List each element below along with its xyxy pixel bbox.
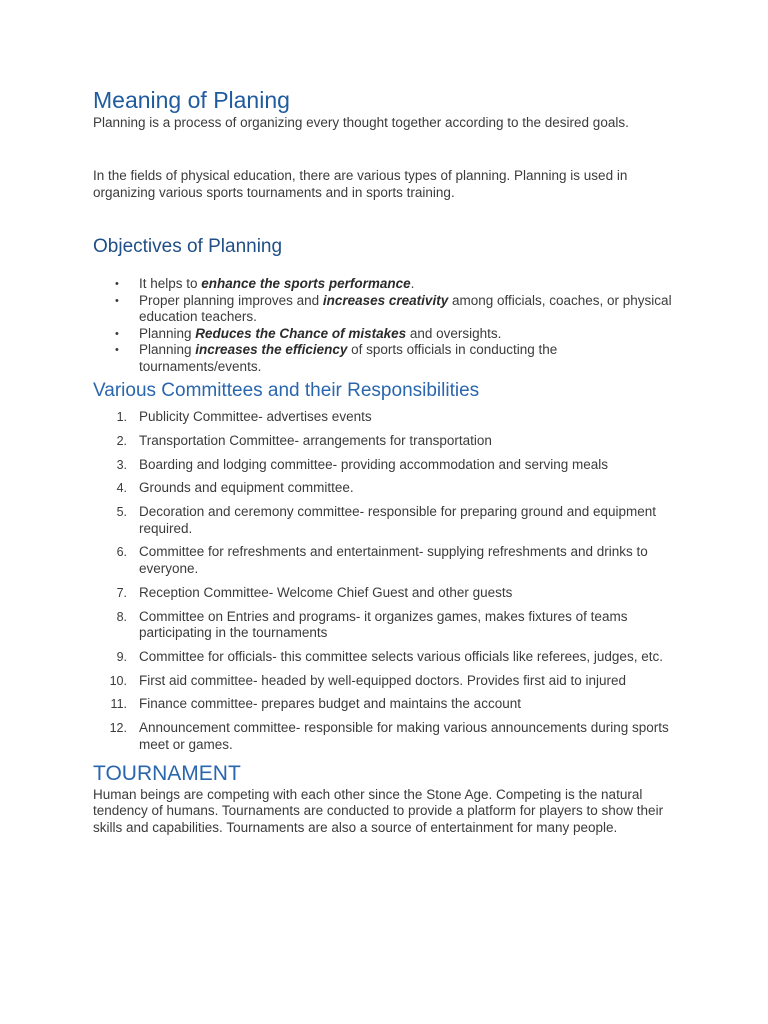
list-item bbox=[93, 326, 683, 343]
objective-emphasis: increases the efficiency bbox=[195, 342, 348, 357]
list-item bbox=[93, 673, 683, 690]
objective-text: Proper planning improves and bbox=[139, 292, 323, 308]
objective-text: Planning bbox=[139, 342, 196, 357]
committee-text: Reception Committee- Welcome Chief Guest and other guests bbox=[139, 584, 513, 600]
bullet-icon: • bbox=[115, 344, 119, 356]
objective-text: Planning bbox=[139, 325, 196, 341]
list-number: 5. bbox=[116, 505, 127, 520]
objective-text: of sports officials in conducting the tournaments/events. bbox=[139, 342, 558, 374]
committee-text: Boarding and lodging committee- providing accommodation and serving meals bbox=[139, 456, 609, 472]
objective-text: among officials, coaches, or physical education teachers. bbox=[139, 292, 672, 324]
list-number: 7. bbox=[116, 585, 127, 600]
objective-text: . bbox=[410, 276, 415, 291]
list-item bbox=[93, 696, 683, 713]
committee-text: Decoration and ceremony committee- responsible for preparing ground and equipment required. bbox=[139, 504, 657, 536]
list-number: 6. bbox=[116, 545, 127, 560]
list-item bbox=[93, 409, 683, 426]
committee-text: Committee for officials- this committee selects various officials like referees, judges, etc. bbox=[139, 648, 663, 664]
objective-emphasis: enhance the sports performance bbox=[201, 276, 411, 291]
list-number: 2. bbox=[116, 433, 127, 448]
list-item bbox=[93, 293, 683, 326]
meaning-heading: Meaning of Planing bbox=[93, 87, 290, 113]
list-number: 4. bbox=[116, 481, 127, 496]
list-item bbox=[93, 649, 683, 666]
list-item bbox=[93, 276, 683, 293]
committees-list bbox=[93, 409, 683, 753]
bullet-icon: • bbox=[115, 278, 119, 290]
list-number: 8. bbox=[116, 609, 127, 624]
tournament-heading: TOURNAMENT bbox=[93, 761, 241, 785]
bullet-icon: • bbox=[115, 327, 119, 340]
objectives-list bbox=[93, 276, 683, 375]
objectives-heading: Objectives of Planning bbox=[93, 236, 283, 257]
committee-text: Committee on Entries and programs- it organizes games, makes fixtures of teams participating in the tournaments bbox=[139, 608, 628, 641]
committee-text: Finance committee- prepares budget and maintains the account bbox=[139, 696, 521, 712]
committee-text: Publicity Committee- advertises events bbox=[139, 409, 372, 424]
committee-text: First aid committee- headed by well-equipped doctors. Provides first aid to injured bbox=[139, 672, 626, 688]
meaning-context: In the fields of physical education, there are various types of planning. Planning is used in organizing various sports tournaments and in sports training. bbox=[93, 168, 628, 200]
meaning-definition: Planning is a process of organizing every thought together according to the desired goals. bbox=[93, 115, 629, 130]
list-number: 9. bbox=[116, 649, 127, 664]
list-item bbox=[93, 585, 683, 602]
list-number: 11. bbox=[110, 697, 127, 712]
list-number: 3. bbox=[116, 457, 127, 472]
objective-emphasis: Reduces the Chance of mistakes bbox=[195, 325, 407, 341]
document-page bbox=[93, 86, 683, 837]
objective-text: It helps to bbox=[139, 276, 202, 291]
committees-heading: Various Committees and their Responsibilities bbox=[93, 380, 480, 401]
list-item bbox=[93, 504, 683, 537]
committee-text: Transportation Committee- arrangements for transportation bbox=[139, 432, 492, 448]
list-item bbox=[93, 544, 683, 577]
committee-text: Grounds and equipment committee. bbox=[139, 480, 354, 496]
objective-text: and oversights. bbox=[406, 325, 502, 341]
list-item bbox=[93, 609, 683, 642]
list-number: 10. bbox=[109, 673, 127, 688]
list-item bbox=[93, 433, 683, 450]
committee-text: Announcement committee- responsible for making various announcements during sports meet or games. bbox=[139, 720, 669, 752]
list-item bbox=[93, 457, 683, 474]
tournament-text: Human beings are competing with each other since the Stone Age. Competing is the natural tendency of humans. Tournaments are conducted to provide a platform for players to show their skills and capabilities. Tournaments are also a source of entertainment for many people. bbox=[93, 786, 664, 836]
list-number: 1. bbox=[116, 410, 127, 424]
objective-emphasis: increases creativity bbox=[322, 292, 449, 308]
list-number: 12. bbox=[109, 721, 127, 736]
list-item bbox=[93, 480, 683, 497]
bullet-icon: • bbox=[115, 294, 119, 307]
list-item bbox=[93, 720, 683, 753]
committee-text: Committee for refreshments and entertainment- supplying refreshments and drinks to everyone. bbox=[139, 544, 648, 576]
list-item bbox=[93, 342, 683, 375]
